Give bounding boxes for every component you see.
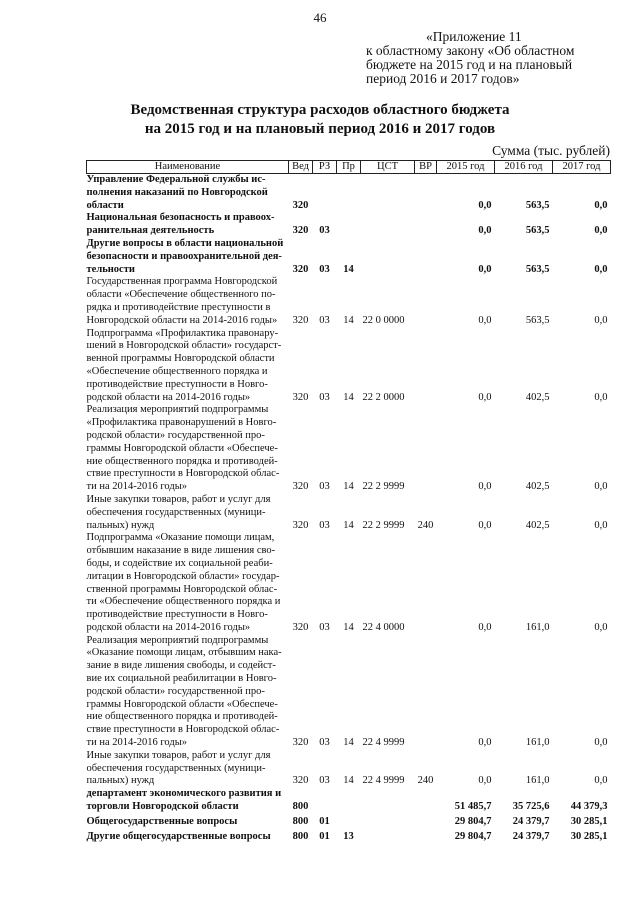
cell-name — [87, 635, 289, 750]
cell-rz: 03 — [319, 519, 330, 531]
cell-y2017: 0,0 — [594, 225, 608, 237]
units-note: Сумма (тыс. рублей) — [492, 143, 610, 158]
document-title-line-2: на 2015 год и на плановый период 2016 и 2017 годов — [144, 121, 496, 137]
cell-ved: 320 — [292, 199, 309, 211]
cell-cst — [361, 238, 415, 276]
cell-rz: 03 — [319, 737, 330, 749]
cell-name-line: венной программы Новгородской области — [86, 353, 275, 365]
cell-ved: 800 — [292, 801, 309, 813]
cell-y2016: 402,5 — [525, 519, 550, 531]
cell-cst: 22 4 0000 — [362, 621, 405, 633]
cell-name-line: Иные закупки товаров, работ и услуг для — [86, 493, 271, 505]
cell-name-line: родской области» государственной про- — [86, 429, 265, 441]
cell-name-line: вие их социальной реабилитации в Новго- — [86, 673, 277, 685]
header-name: Наименование — [87, 161, 289, 174]
cell-cst: 22 0 0000 — [362, 314, 405, 326]
cell-rz: 03 — [319, 775, 330, 787]
cell-name-line: Национальная безопасность и правоох- — [86, 212, 275, 224]
cell-rz — [313, 788, 337, 814]
cell-name-line: противодействие преступности в Новго- — [86, 609, 268, 621]
cell-name-line: Другие вопросы в области национальной — [86, 237, 284, 249]
table-row — [87, 829, 611, 844]
cell-name-line: обеспечения государственных (муници- — [86, 506, 266, 518]
cell-vr — [415, 829, 437, 844]
cell-y2015: 29 804,7 — [454, 815, 492, 827]
cell-name — [87, 829, 289, 844]
cell-ved: 320 — [292, 391, 309, 403]
cell-y2016: 161,0 — [525, 621, 550, 633]
cell-ved: 320 — [292, 481, 309, 493]
cell-y2017: 0,0 — [594, 263, 608, 275]
cell-cst — [361, 814, 415, 829]
cell-cst — [361, 212, 415, 238]
cell-name-line: зание в виде лишения свободы, и содейст- — [86, 660, 276, 672]
cell-name-line: Реализация мероприятий подпрограммы — [86, 404, 269, 416]
cell-vr — [415, 404, 437, 494]
header-2016: 2016 год — [495, 161, 553, 174]
cell-name-line: ственной программы Новгородской облас- — [86, 583, 278, 595]
table-body — [87, 174, 611, 844]
cell-name — [87, 750, 289, 788]
document-title — [0, 101, 640, 139]
cell-pr — [337, 174, 361, 213]
cell-y2016: 402,5 — [525, 481, 550, 493]
cell-name-line: «Обеспечение общественного порядка и — [86, 365, 268, 377]
header-vr: ВР — [415, 161, 437, 174]
cell-pr: 14 — [343, 481, 354, 493]
cell-name-line: безопасности и правоохранительной дея- — [86, 250, 282, 262]
table-row — [87, 788, 611, 814]
cell-y2015: 0,0 — [478, 263, 492, 275]
cell-name-line: полнения наказаний по Новгородской — [86, 186, 268, 198]
cell-y2015: 0,0 — [478, 314, 492, 326]
header-2015: 2015 год — [437, 161, 495, 174]
cell-y2017: 0,0 — [594, 775, 608, 787]
cell-y2016: 24 379,7 — [512, 815, 550, 827]
cell-cst: 22 2 9999 — [362, 481, 405, 493]
cell-y2016: 161,0 — [525, 775, 550, 787]
cell-rz: 03 — [319, 391, 330, 403]
cell-name-line: Реализация мероприятий подпрограммы — [86, 634, 269, 646]
cell-name-line: ти «Обеспечение общественного порядка и — [86, 596, 281, 608]
cell-y2016: 161,0 — [525, 737, 550, 749]
appendix-note — [366, 30, 622, 86]
cell-name — [87, 788, 289, 814]
cell-name-line: пальных) нужд — [86, 775, 155, 787]
cell-y2017: 30 285,1 — [570, 815, 608, 827]
cell-name — [87, 276, 289, 327]
cell-pr: 14 — [343, 775, 354, 787]
cell-name-line: противодействие преступности в Новго- — [86, 378, 268, 390]
cell-vr — [415, 814, 437, 829]
cell-cst — [361, 788, 415, 814]
header-2017: 2017 год — [553, 161, 611, 174]
cell-y2017: 0,0 — [594, 314, 608, 326]
cell-y2015: 0,0 — [478, 199, 492, 211]
cell-cst: 22 2 0000 — [362, 391, 405, 403]
cell-name-line: пальных) нужд — [86, 519, 155, 531]
cell-ved: 800 — [292, 830, 309, 842]
cell-name-line: граммы Новгородской области «Обеспече- — [86, 442, 278, 454]
table-row — [87, 238, 611, 276]
header-cst: ЦСТ — [361, 161, 415, 174]
cell-ved: 800 — [292, 815, 309, 827]
cell-vr — [415, 174, 437, 213]
cell-y2016: 563,5 — [525, 263, 550, 275]
cell-rz: 03 — [319, 621, 330, 633]
cell-ved: 320 — [292, 314, 309, 326]
cell-y2015: 0,0 — [478, 775, 492, 787]
cell-ved: 320 — [292, 737, 309, 749]
cell-rz: 03 — [319, 314, 330, 326]
cell-name — [87, 238, 289, 276]
cell-cst — [361, 174, 415, 213]
cell-vr — [415, 532, 437, 634]
cell-y2015: 51 485,7 — [454, 801, 492, 813]
cell-name — [87, 532, 289, 634]
cell-vr: 240 — [417, 519, 434, 531]
table-row — [87, 404, 611, 494]
appendix-line-4: период 2016 и 2017 годов» — [366, 71, 520, 86]
header-pr: Пр — [337, 161, 361, 174]
cell-pr: 14 — [343, 391, 354, 403]
document-title-line-1: Ведомственная структура расходов областного бюджета — [130, 102, 510, 118]
table-row — [87, 494, 611, 532]
cell-pr: 13 — [343, 830, 354, 842]
cell-ved: 320 — [292, 263, 309, 275]
cell-pr: 14 — [343, 737, 354, 749]
cell-y2016: 563,5 — [525, 199, 550, 211]
cell-vr — [415, 212, 437, 238]
cell-vr: 240 — [417, 775, 434, 787]
cell-name-line: ние общественного порядка и противодей- — [86, 711, 278, 723]
cell-y2015: 0,0 — [478, 391, 492, 403]
cell-y2015: 29 804,7 — [454, 830, 492, 842]
cell-y2015: 0,0 — [478, 737, 492, 749]
cell-pr: 14 — [343, 263, 354, 275]
cell-y2015: 0,0 — [478, 225, 492, 237]
appendix-line-2: к областному закону «Об областном — [366, 43, 575, 58]
cell-y2016: 563,5 — [525, 225, 550, 237]
cell-vr — [415, 328, 437, 405]
cell-name-line: боды, и содействие их социальной реаби- — [86, 557, 273, 569]
table-header-row — [87, 161, 611, 174]
cell-y2017: 0,0 — [594, 519, 608, 531]
cell-vr — [415, 276, 437, 327]
cell-pr — [337, 788, 361, 814]
page-number: 46 — [313, 10, 327, 25]
cell-name-line: Общегосударственные вопросы — [86, 815, 238, 827]
cell-rz — [313, 174, 337, 213]
cell-rz: 03 — [319, 225, 330, 237]
cell-name-line: Управление Федеральной службы ис- — [86, 174, 266, 185]
cell-y2016: 402,5 — [525, 391, 550, 403]
cell-vr — [415, 635, 437, 750]
table-row — [87, 212, 611, 238]
cell-name-line: торговли Новгородской области — [86, 801, 239, 813]
cell-rz: 03 — [319, 481, 330, 493]
cell-name-line: «Оказание помощи лицам, отбывшим нака- — [86, 647, 282, 659]
cell-name-line: области — [86, 199, 124, 211]
table-row — [87, 814, 611, 829]
cell-pr — [337, 212, 361, 238]
cell-name — [87, 328, 289, 405]
cell-y2017: 0,0 — [594, 737, 608, 749]
appendix-line-3: бюджете на 2015 год и на плановый — [366, 57, 573, 72]
cell-name-line: литации в Новгородской области» государ- — [86, 570, 280, 582]
cell-name-line: родской области на 2014-2016 годы» — [86, 391, 251, 403]
cell-ved: 320 — [292, 621, 309, 633]
cell-name — [87, 814, 289, 829]
table-row — [87, 750, 611, 788]
cell-name-line: шений в Новгородской области» государст- — [86, 340, 282, 352]
cell-name-line: отбывшим наказание в виде лишения сво- — [86, 545, 276, 557]
cell-name-line: Подпрограмма «Профилактика правонару- — [86, 327, 279, 339]
cell-name-line: обеспечения государственных (муници- — [86, 762, 266, 774]
cell-ved: 320 — [292, 225, 309, 237]
cell-name — [87, 404, 289, 494]
table-row — [87, 532, 611, 634]
cell-name-line: ствие преступности в Новгородской облас- — [86, 724, 280, 736]
cell-name-line: департамент экономического развития и — [86, 788, 282, 800]
cell-name — [87, 494, 289, 532]
cell-cst: 22 2 9999 — [362, 519, 405, 531]
cell-pr: 14 — [343, 519, 354, 531]
cell-cst: 22 4 9999 — [362, 737, 405, 749]
cell-y2017: 0,0 — [594, 391, 608, 403]
cell-name — [87, 174, 289, 213]
cell-name-line: ранительная деятельность — [86, 225, 215, 237]
table-row — [87, 174, 611, 213]
cell-name-line: ти на 2014-2016 годы» — [86, 737, 187, 749]
cell-name-line: Другие общегосударственные вопросы — [86, 830, 271, 842]
header-ved: Вед — [289, 161, 313, 174]
cell-name-line: ти на 2014-2016 годы» — [86, 481, 187, 493]
cell-name-line: ствие преступности в Новгородской облас- — [86, 468, 280, 480]
cell-y2017: 0,0 — [594, 621, 608, 633]
cell-pr: 14 — [343, 314, 354, 326]
cell-name-line: Иные закупки товаров, работ и услуг для — [86, 749, 271, 761]
cell-rz: 01 — [319, 815, 330, 827]
cell-name-line: родской области» государственной про- — [86, 685, 265, 697]
cell-rz: 03 — [319, 263, 330, 275]
cell-name — [87, 212, 289, 238]
table-row — [87, 276, 611, 327]
cell-ved: 320 — [292, 775, 309, 787]
cell-y2017: 44 379,3 — [570, 801, 608, 813]
cell-name-line: родской области на 2014-2016 годы» — [86, 621, 251, 633]
cell-rz: 01 — [319, 830, 330, 842]
table-row — [87, 635, 611, 750]
cell-y2016: 35 725,6 — [512, 801, 550, 813]
cell-cst: 22 4 9999 — [362, 775, 405, 787]
cell-cst — [361, 829, 415, 844]
cell-name-line: Государственная программа Новгородской — [86, 276, 278, 288]
cell-y2015: 0,0 — [478, 621, 492, 633]
cell-ved: 320 — [292, 519, 309, 531]
cell-y2015: 0,0 — [478, 481, 492, 493]
cell-name-line: ние общественного порядка и противодей- — [86, 455, 278, 467]
cell-name-line: тельности — [86, 263, 135, 275]
cell-y2017: 0,0 — [594, 199, 608, 211]
cell-name-line: рядка и противодействие преступности в — [86, 301, 271, 313]
cell-name-line: Новгородской области на 2014-2016 годы» — [86, 314, 278, 326]
cell-y2016: 563,5 — [525, 314, 550, 326]
appendix-line-1: «Приложение 11 — [426, 29, 522, 44]
cell-name-line: Подпрограмма «Оказание помощи лицам, — [86, 532, 275, 544]
cell-name-line: области «Обеспечение общественного по- — [86, 289, 276, 301]
cell-y2016: 24 379,7 — [512, 830, 550, 842]
cell-y2015: 0,0 — [478, 519, 492, 531]
cell-y2017: 30 285,1 — [570, 830, 608, 842]
cell-y2017: 0,0 — [594, 481, 608, 493]
cell-vr — [415, 238, 437, 276]
cell-name-line: «Профилактика правонарушений в Новго- — [86, 417, 277, 429]
cell-pr — [337, 814, 361, 829]
cell-vr — [415, 788, 437, 814]
cell-pr: 14 — [343, 621, 354, 633]
cell-name-line: граммы Новгородской области «Обеспече- — [86, 698, 278, 710]
header-rz: РЗ — [313, 161, 337, 174]
budget-table — [86, 160, 611, 843]
table-row — [87, 328, 611, 405]
